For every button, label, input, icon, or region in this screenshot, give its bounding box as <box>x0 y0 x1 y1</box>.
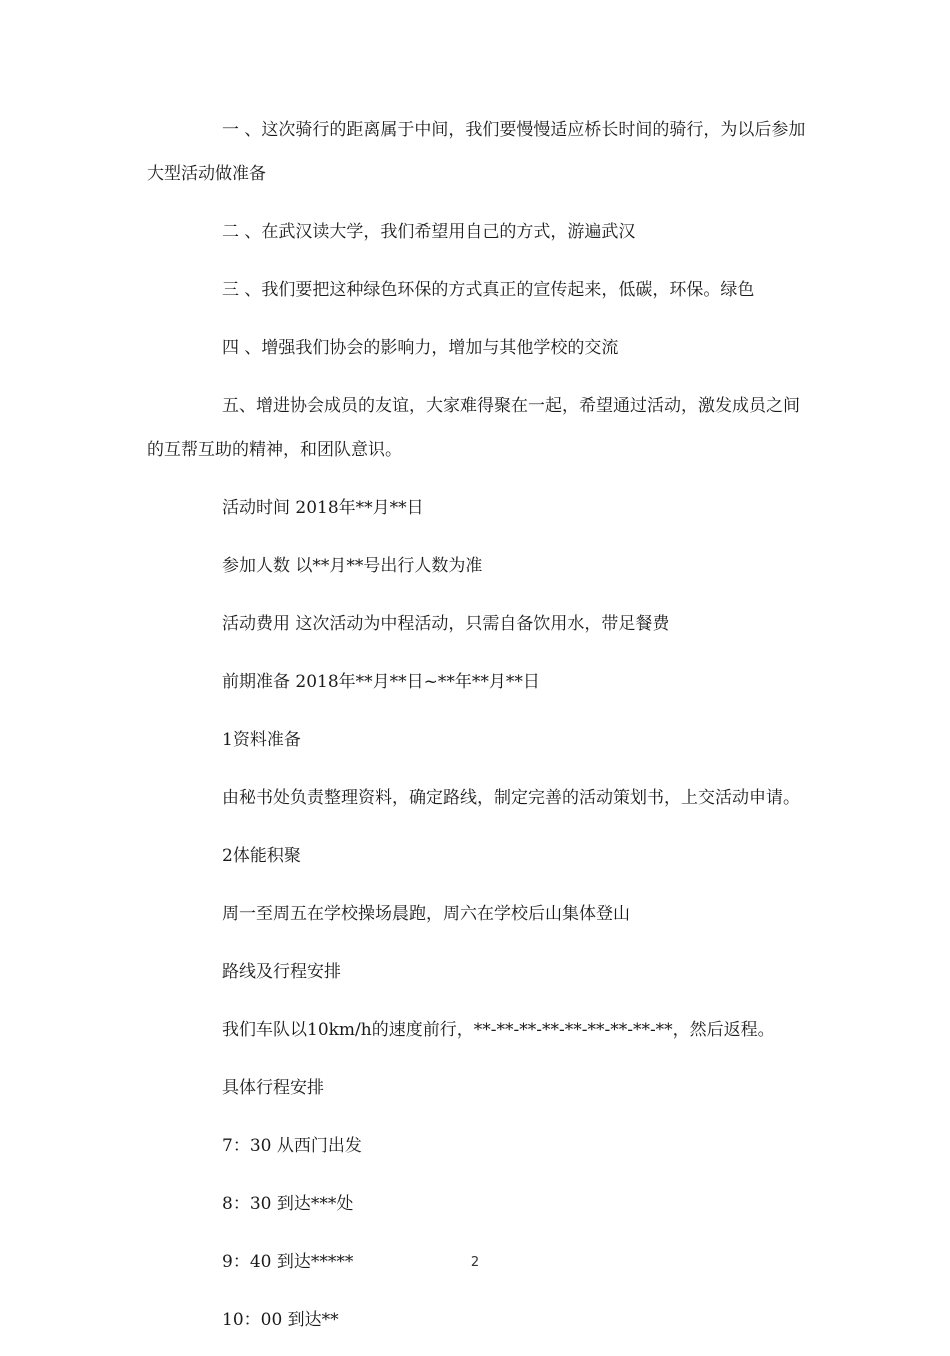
heading-schedule: 具体行程安排 <box>222 1078 324 1098</box>
paragraph-material-prep: 由秘书处负责整理资料，确定路线，制定完善的活动策划书，上交活动申请。 <box>222 788 800 808</box>
heading-route: 路线及行程安排 <box>222 962 341 982</box>
paragraph-activity-cost: 活动费用 这次活动为中程活动，只需自备饮用水，带足餐费 <box>222 614 670 634</box>
paragraph-goal-5: 五、增进协会成员的友谊，大家难得聚在一起，希望通过活动，激发成员之间的互帮互助的精神，和团队意识。 <box>147 396 800 460</box>
paragraph-goal-4: 四 、增强我们协会的影响力，增加与其他学校的交流 <box>222 338 619 358</box>
document-body <box>147 108 807 1356</box>
paragraph-activity-time: 活动时间 2018年**月**日 <box>222 498 424 518</box>
schedule-item: 8：30 到达***处 <box>222 1194 354 1214</box>
heading-material-prep: 1资料准备 <box>222 730 301 750</box>
paragraph-fitness: 周一至周五在学校操场晨跑，周六在学校后山集体登山 <box>222 904 630 924</box>
paragraph-participants: 参加人数 以**月**号出行人数为准 <box>222 556 483 576</box>
paragraph-goal-1: 一 、这次骑行的距离属于中间，我们要慢慢适应桥长时间的骑行，为以后参加大型活动做准备 <box>147 120 806 184</box>
schedule-item: 7：30 从西门出发 <box>222 1136 362 1156</box>
schedule-item: 9：40 到达***** <box>222 1252 354 1272</box>
paragraph-preparation: 前期准备 2018年**月**日~**年**月**日 <box>222 672 540 692</box>
paragraph-goal-3: 三 、我们要把这种绿色环保的方式真正的宣传起来，低碳，环保。绿色 <box>222 280 755 300</box>
paragraph-route: 我们车队以10km/h的速度前行，**-**-**-**-**-**-**-**-**，然后返程。 <box>222 1020 775 1040</box>
heading-fitness: 2体能积聚 <box>222 846 301 866</box>
page-number: 2 <box>470 1255 480 1270</box>
schedule-item: 10：00 到达** <box>222 1310 339 1330</box>
paragraph-goal-2: 二 、在武汉读大学，我们希望用自己的方式，游遍武汉 <box>222 222 636 242</box>
